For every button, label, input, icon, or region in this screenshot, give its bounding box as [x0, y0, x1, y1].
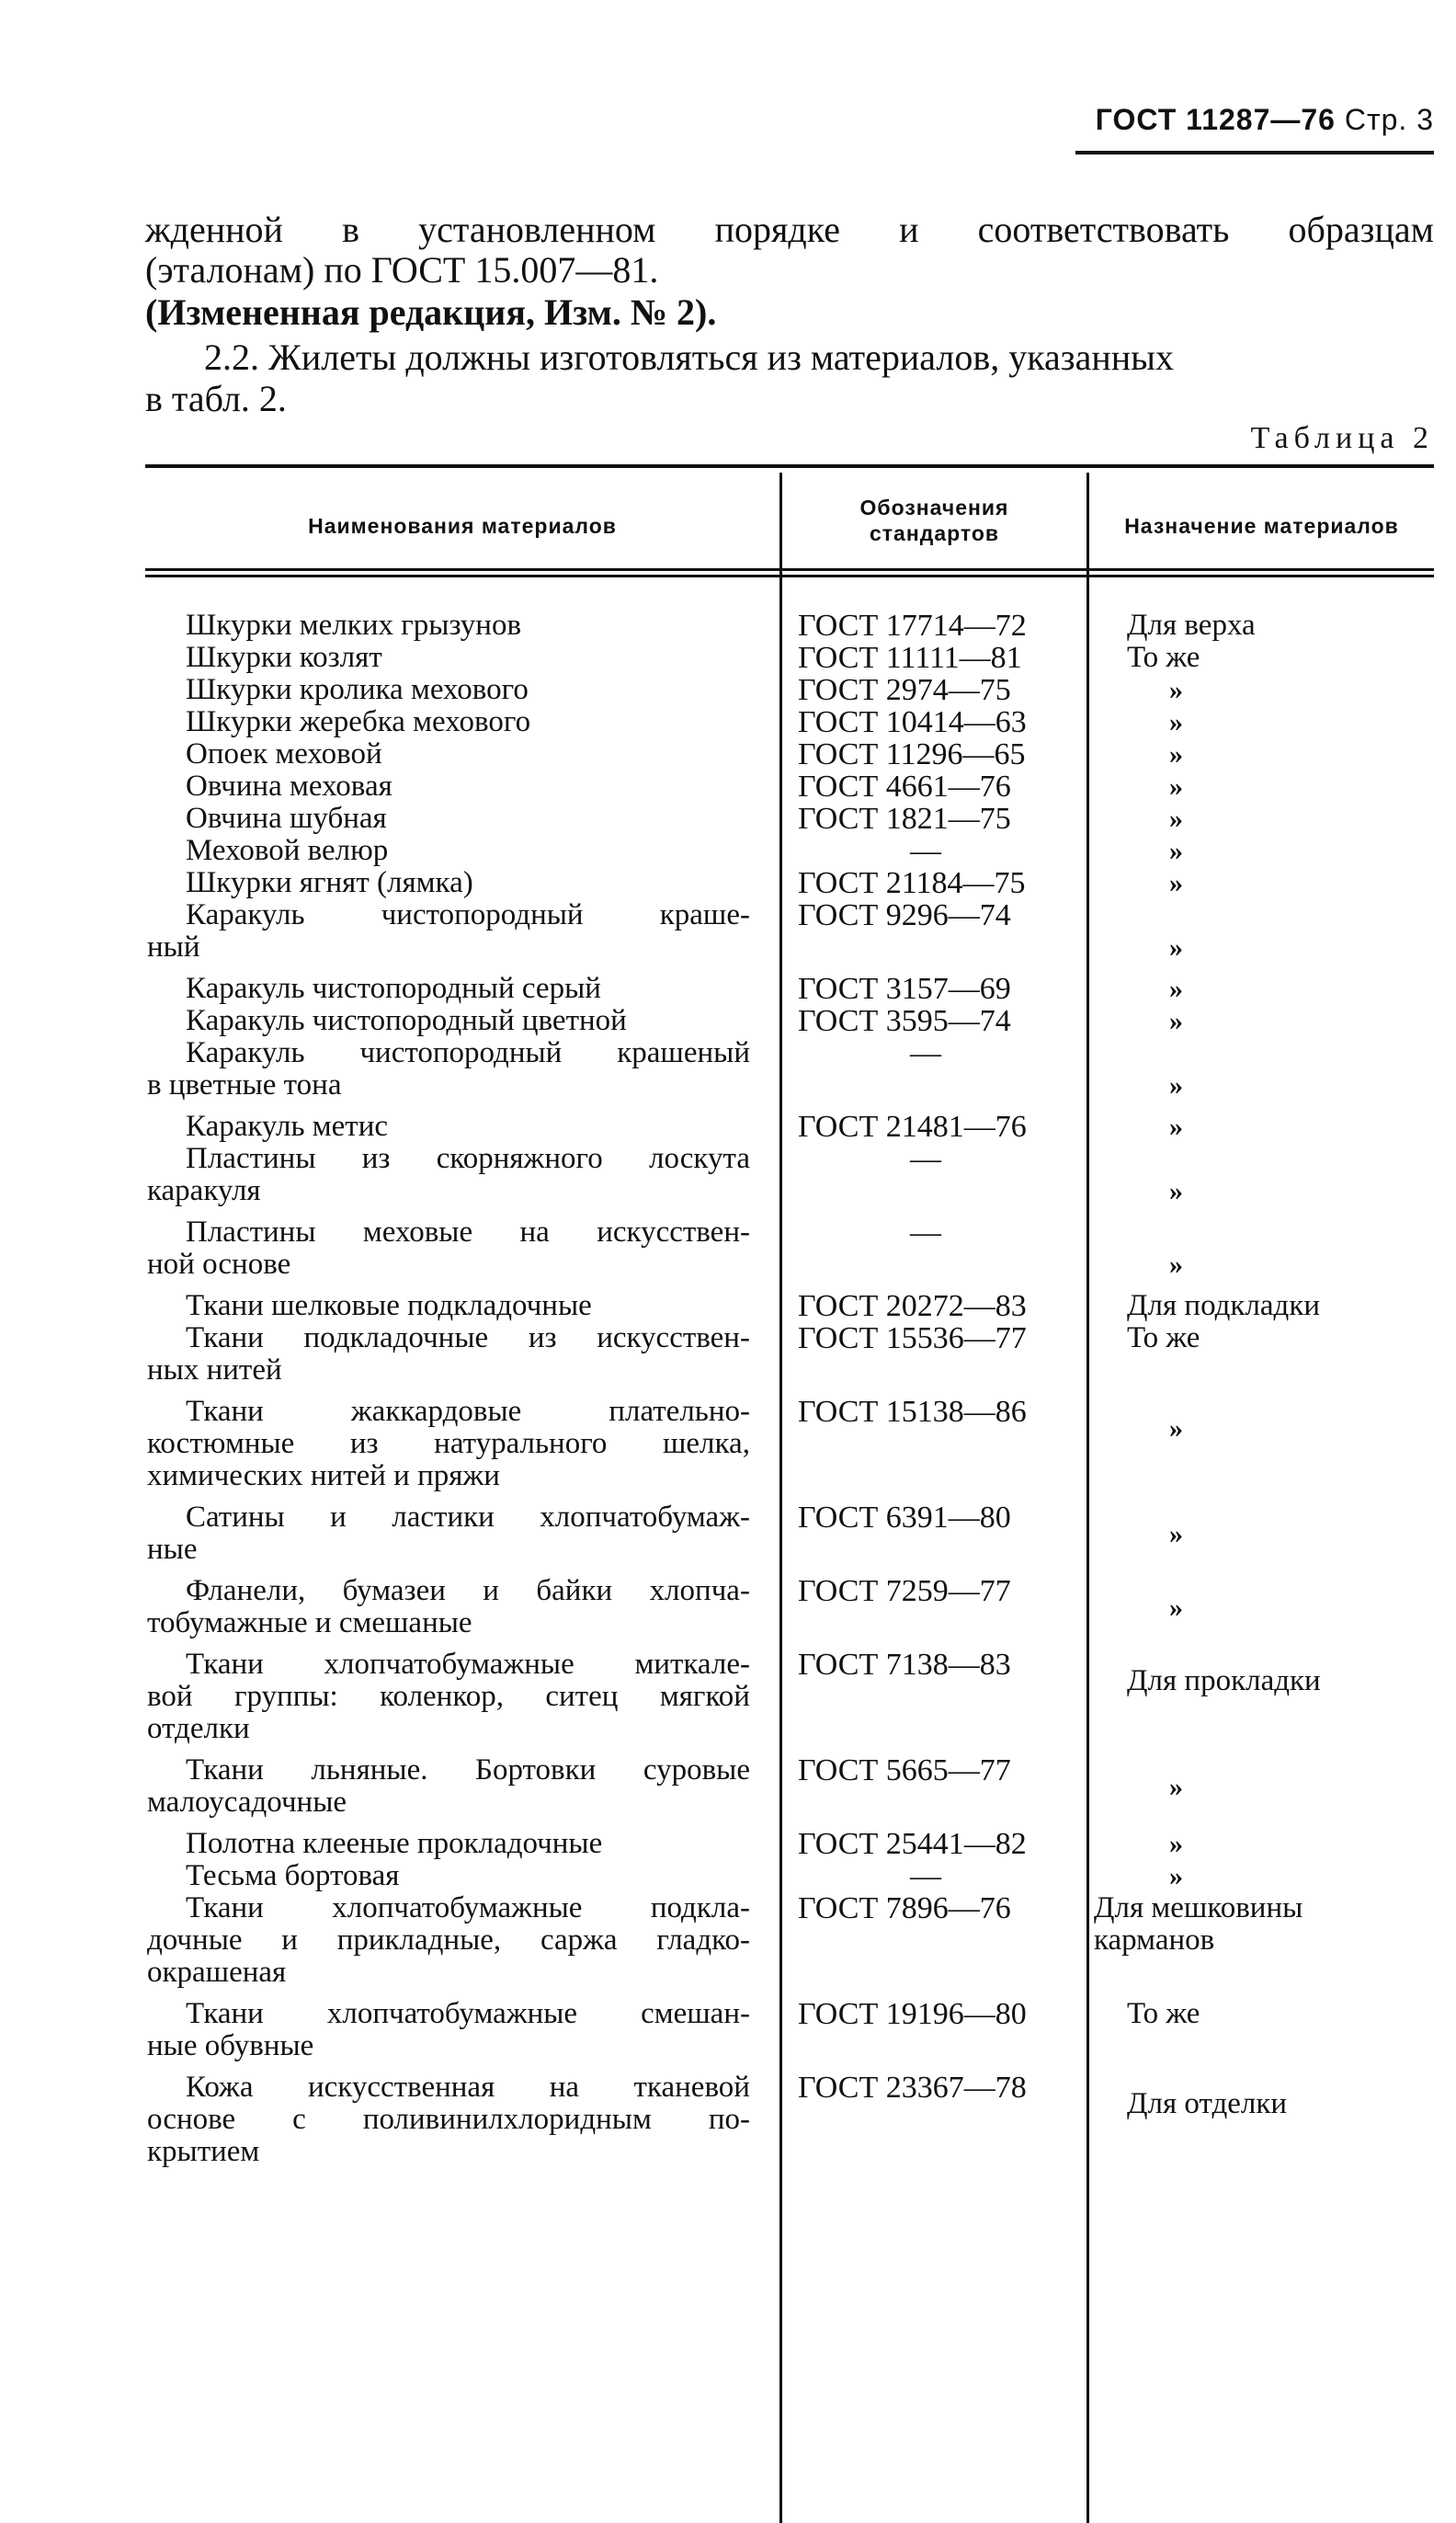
material-name	[147, 1037, 750, 1102]
material-name-line: тобумажные и смешаные	[147, 1606, 472, 1639]
standard-code: ГОСТ 21184—75	[798, 866, 1026, 900]
material-name-line: Сатины и ластики хлопчатобумаж-	[186, 1501, 750, 1534]
standard-code: ГОСТ 4661—76	[798, 770, 1011, 804]
clause-2-2-line2: в табл. 2.	[145, 378, 287, 419]
material-purpose-text: Для отделки	[1127, 2086, 1288, 2120]
clause-2-2-line1: 2.2. Жилеты должны изготовляться из материалов, указанных	[204, 337, 1175, 378]
material-name-line: крытием	[147, 2135, 260, 2168]
material-name-line: Шкурки ягнят (лямка)	[186, 866, 473, 899]
standard-code: ГОСТ 7896—76	[798, 1891, 1011, 1925]
table-row	[0, 1501, 1456, 1575]
material-purpose-text: Для прокладки	[1127, 1663, 1321, 1697]
material-purpose-text: »	[1169, 1176, 1183, 1206]
material-name	[147, 1501, 750, 1566]
material-name	[147, 803, 750, 835]
material-purpose	[1169, 835, 1456, 867]
material-name-line: Ткани жаккардовые плательно-	[186, 1395, 750, 1428]
material-name-line: в цветные тона	[147, 1068, 342, 1102]
material-name	[147, 1005, 750, 1037]
amendment-note: (Измененная редакция, Изм. № 2).	[145, 291, 717, 333]
material-name-line: Овчина меховая	[186, 770, 392, 803]
material-name	[147, 771, 750, 803]
table-row	[0, 803, 1456, 835]
material-name	[147, 1892, 750, 1989]
word: установленном	[418, 209, 656, 250]
material-purpose-text: То же	[1127, 641, 1200, 674]
material-purpose-text: »	[1169, 675, 1183, 705]
material-purpose	[1127, 1665, 1430, 1697]
material-name-line: Пластины из скорняжного лоскута	[186, 1142, 750, 1175]
material-name-line: Шкурки мелких грызунов	[186, 609, 522, 642]
standard-code: ГОСТ 6391—80	[798, 1501, 1011, 1535]
standard-code: —	[910, 1216, 941, 1250]
material-name-line: ные обувные	[147, 2029, 314, 2062]
table-header-rule-double	[145, 575, 1434, 577]
standard-code: ГОСТ 15536—77	[798, 1321, 1027, 1355]
material-name-line: основе с поливинилхлоридным по-	[147, 2103, 750, 2136]
table-row	[0, 1396, 1456, 1501]
table-top-rule	[145, 464, 1434, 468]
material-name	[147, 835, 750, 867]
material-name-line: Опоек меховой	[186, 737, 382, 771]
material-name	[147, 1290, 750, 1322]
material-name-line: Меховой велюр	[186, 834, 389, 867]
material-name	[147, 899, 750, 964]
material-name	[147, 1396, 750, 1492]
material-name	[147, 1998, 750, 2062]
standard-code: ГОСТ 25441—82	[798, 1827, 1027, 1861]
standard-code: —	[910, 1142, 941, 1176]
standard-code: —	[910, 1859, 941, 1893]
material-name-line: химических нитей и пряжи	[147, 1459, 500, 1492]
table-caption: Таблица 2	[1250, 421, 1434, 455]
header-standards-word: стандартов	[869, 521, 1000, 545]
material-purpose	[1127, 2088, 1430, 2120]
material-purpose	[1127, 610, 1430, 642]
material-purpose-text: Для подкладки	[1127, 1289, 1321, 1322]
material-name	[147, 973, 750, 1005]
material-purpose-text: »	[1169, 1112, 1183, 1142]
table-row	[0, 835, 1456, 867]
material-purpose	[1169, 1592, 1456, 1624]
material-name-line: ные	[147, 1533, 198, 1566]
standard-code: ГОСТ 7138—83	[798, 1648, 1011, 1682]
material-name-line: Каракуль чистопородный серый	[186, 972, 601, 1005]
standard-code: ГОСТ 10414—63	[798, 705, 1027, 739]
material-purpose-text: »	[1169, 739, 1183, 770]
material-name-line: Полотна клееные прокладочные	[186, 1827, 603, 1860]
material-purpose	[1169, 1249, 1456, 1281]
material-name	[147, 2072, 750, 2168]
table-row	[0, 610, 1456, 642]
material-name-line: Ткани льняные. Бортовки суровые	[186, 1753, 750, 1787]
material-purpose-text: Для верха	[1127, 609, 1256, 642]
material-purpose-text: »	[1169, 836, 1183, 866]
table-row	[0, 771, 1456, 803]
material-name	[147, 1322, 750, 1387]
word: жденной	[145, 209, 283, 250]
table-row	[0, 1649, 1456, 1754]
table-header-rule	[145, 568, 1434, 571]
material-purpose-text: »	[1169, 868, 1183, 898]
material-purpose	[1169, 867, 1456, 899]
header-standards-label	[782, 495, 1086, 546]
material-purpose	[1127, 1290, 1430, 1322]
word: образцам	[1288, 209, 1434, 250]
table-row	[0, 1037, 1456, 1111]
material-name-line: Каракуль чистопородный краше-	[186, 898, 750, 931]
material-purpose-text: »	[1169, 932, 1183, 963]
material-purpose-text: »	[1169, 707, 1183, 737]
standard-code: ГОСТ 9296—74	[798, 898, 1011, 932]
header-standards-word: Обозначения	[859, 496, 1009, 519]
material-name-line: Ткани хлопчатобумажные подкла-	[186, 1891, 750, 1924]
material-purpose-text: »	[1169, 1006, 1183, 1036]
material-purpose	[1127, 1322, 1430, 1354]
table-row	[0, 1005, 1456, 1037]
material-name-line: Ткани подкладочные из искусствен-	[186, 1321, 750, 1354]
material-name-line: ных нитей	[147, 1353, 282, 1387]
material-name-line: Ткани хлопчатобумажные смешан-	[186, 1997, 750, 2030]
material-name-line: Каракуль чистопородный цветной	[186, 1004, 627, 1037]
material-purpose-text: То же	[1127, 1997, 1200, 2030]
standard-code: ГОСТ 11111—81	[798, 641, 1022, 675]
table-row	[0, 1998, 1456, 2072]
standard-code: ГОСТ 5665—77	[798, 1753, 1011, 1787]
material-name-line: Кожа искусственная на тканевой	[186, 2071, 750, 2104]
standard-code: ГОСТ 3157—69	[798, 972, 1011, 1006]
material-name	[147, 1754, 750, 1819]
table-row	[0, 1754, 1456, 1828]
standard-code: ГОСТ 3595—74	[798, 1004, 1011, 1038]
material-purpose-text: »	[1169, 1771, 1183, 1802]
paragraph-continuation-line2: (эталонам) по ГОСТ 15.007—81.	[145, 249, 659, 291]
material-name-line: отделки	[147, 1712, 250, 1745]
material-name-line: малоусадочные	[147, 1786, 347, 1819]
material-name-line: Шкурки жеребка мехового	[186, 705, 531, 738]
table-row	[0, 867, 1456, 899]
material-name-line: Пластины меховые на искусствен-	[186, 1216, 750, 1249]
table-row	[0, 1322, 1456, 1396]
material-name	[147, 642, 750, 674]
word: соответствовать	[977, 209, 1230, 250]
material-name-line: каракуля	[147, 1174, 261, 1207]
material-purpose-text: То же	[1127, 1321, 1200, 1354]
material-purpose-text: »	[1169, 771, 1183, 802]
running-head	[1066, 103, 1434, 137]
material-name	[147, 1111, 750, 1143]
material-purpose	[1169, 1518, 1456, 1550]
paragraph-continuation-line1	[145, 210, 1434, 250]
header-standards	[782, 495, 1086, 546]
standard-code: ГОСТ 19196—80	[798, 1997, 1027, 2031]
material-purpose	[1169, 1860, 1456, 1892]
standard-code: ГОСТ 17714—72	[798, 609, 1027, 643]
word: порядке	[714, 209, 840, 250]
material-purpose	[1169, 738, 1456, 771]
material-name	[147, 867, 750, 899]
material-name	[147, 706, 750, 738]
standard-code: ГОСТ 23367—78	[798, 2071, 1027, 2105]
table-row	[0, 899, 1456, 973]
table-row	[0, 642, 1456, 674]
header-purpose: Назначение материалов	[1124, 514, 1399, 538]
material-purpose-text: Для мешковины	[1094, 1891, 1303, 1924]
material-purpose-text: »	[1169, 1829, 1183, 1859]
table-row	[0, 1111, 1456, 1143]
standard-code: ГОСТ 15138—86	[798, 1395, 1027, 1429]
material-name-line: Ткани хлопчатобумажные миткале-	[186, 1648, 750, 1681]
material-name-line: Фланели, бумазеи и байки хлопча-	[186, 1574, 750, 1607]
word: и	[899, 209, 919, 250]
material-purpose	[1169, 1069, 1456, 1102]
standard-code: —	[910, 834, 941, 868]
table-row	[0, 1290, 1456, 1322]
table-row	[0, 1828, 1456, 1860]
material-purpose	[1169, 1111, 1456, 1143]
standard-code: ГОСТ 7259—77	[798, 1574, 1011, 1608]
header-rule	[1075, 151, 1434, 154]
material-purpose-text-line2: карманов	[1094, 1924, 1215, 1957]
material-name	[147, 1216, 750, 1281]
material-name-line: Тесьма бортовая	[186, 1859, 400, 1892]
material-name-line: Овчина шубная	[186, 802, 387, 835]
material-purpose	[1169, 706, 1456, 738]
material-purpose	[1094, 1892, 1397, 1957]
word: в	[342, 209, 359, 250]
material-name-line: Каракуль метис	[186, 1110, 389, 1143]
material-name	[147, 1649, 750, 1745]
table-row	[0, 1143, 1456, 1216]
table-row	[0, 674, 1456, 706]
material-purpose	[1169, 931, 1456, 964]
material-name-line: дочные и прикладные, саржа гладко-	[147, 1924, 750, 1957]
material-name-line: ный	[147, 930, 200, 964]
material-purpose-text: »	[1169, 1592, 1183, 1623]
material-purpose-text: »	[1169, 1070, 1183, 1101]
doc-code: ГОСТ 11287—76	[1095, 103, 1336, 136]
material-purpose-text: »	[1169, 1250, 1183, 1280]
material-purpose	[1169, 1005, 1456, 1037]
material-purpose	[1169, 1175, 1456, 1207]
material-purpose-text: »	[1169, 1861, 1183, 1891]
material-purpose	[1127, 1998, 1430, 2030]
page-number: Стр. 3	[1344, 103, 1434, 136]
material-name-line: окрашеная	[147, 1956, 287, 1989]
table-body	[0, 610, 1456, 2177]
material-purpose	[1169, 674, 1456, 706]
material-purpose	[1169, 771, 1456, 803]
material-name	[147, 1575, 750, 1639]
material-purpose	[1169, 973, 1456, 1005]
material-purpose	[1169, 1828, 1456, 1860]
table-row	[0, 1860, 1456, 1892]
material-name	[147, 1143, 750, 1207]
material-purpose-text: »	[1169, 974, 1183, 1004]
material-name-line: Ткани шелковые подкладочные	[186, 1289, 592, 1322]
table-row	[0, 973, 1456, 1005]
material-purpose	[1169, 1771, 1456, 1803]
material-name-line: Шкурки козлят	[186, 641, 382, 674]
standard-code: ГОСТ 21481—76	[798, 1110, 1027, 1144]
standard-code: ГОСТ 20272—83	[798, 1289, 1027, 1323]
standard-code: ГОСТ 11296—65	[798, 737, 1026, 771]
material-name-line: костюмные из натурального шелка,	[147, 1427, 750, 1460]
material-name-line: ной основе	[147, 1248, 291, 1281]
material-name	[147, 610, 750, 642]
table-row	[0, 706, 1456, 738]
material-name-line: Шкурки кролика мехового	[186, 673, 529, 706]
table-row	[0, 738, 1456, 771]
material-name	[147, 674, 750, 706]
standard-code: ГОСТ 2974—75	[798, 673, 1011, 707]
table-row	[0, 1575, 1456, 1649]
standard-code: ГОСТ 1821—75	[798, 802, 1011, 836]
material-name	[147, 1828, 750, 1860]
standard-code: —	[910, 1036, 941, 1070]
material-name	[147, 1860, 750, 1892]
table-row	[0, 1892, 1456, 1998]
material-name-line: вой группы: коленкор, ситец мягкой	[147, 1680, 750, 1713]
table-row	[0, 1216, 1456, 1290]
material-purpose	[1169, 1412, 1456, 1444]
header-materials: Наименования материалов	[308, 514, 617, 538]
material-name-line: Каракуль чистопородный крашеный	[186, 1036, 750, 1069]
material-purpose-text: »	[1169, 1412, 1183, 1444]
table-row	[0, 2072, 1456, 2177]
material-purpose	[1169, 803, 1456, 835]
material-purpose-text: »	[1169, 1518, 1183, 1549]
material-name	[147, 738, 750, 771]
material-purpose-text: »	[1169, 804, 1183, 834]
material-purpose	[1127, 642, 1430, 674]
